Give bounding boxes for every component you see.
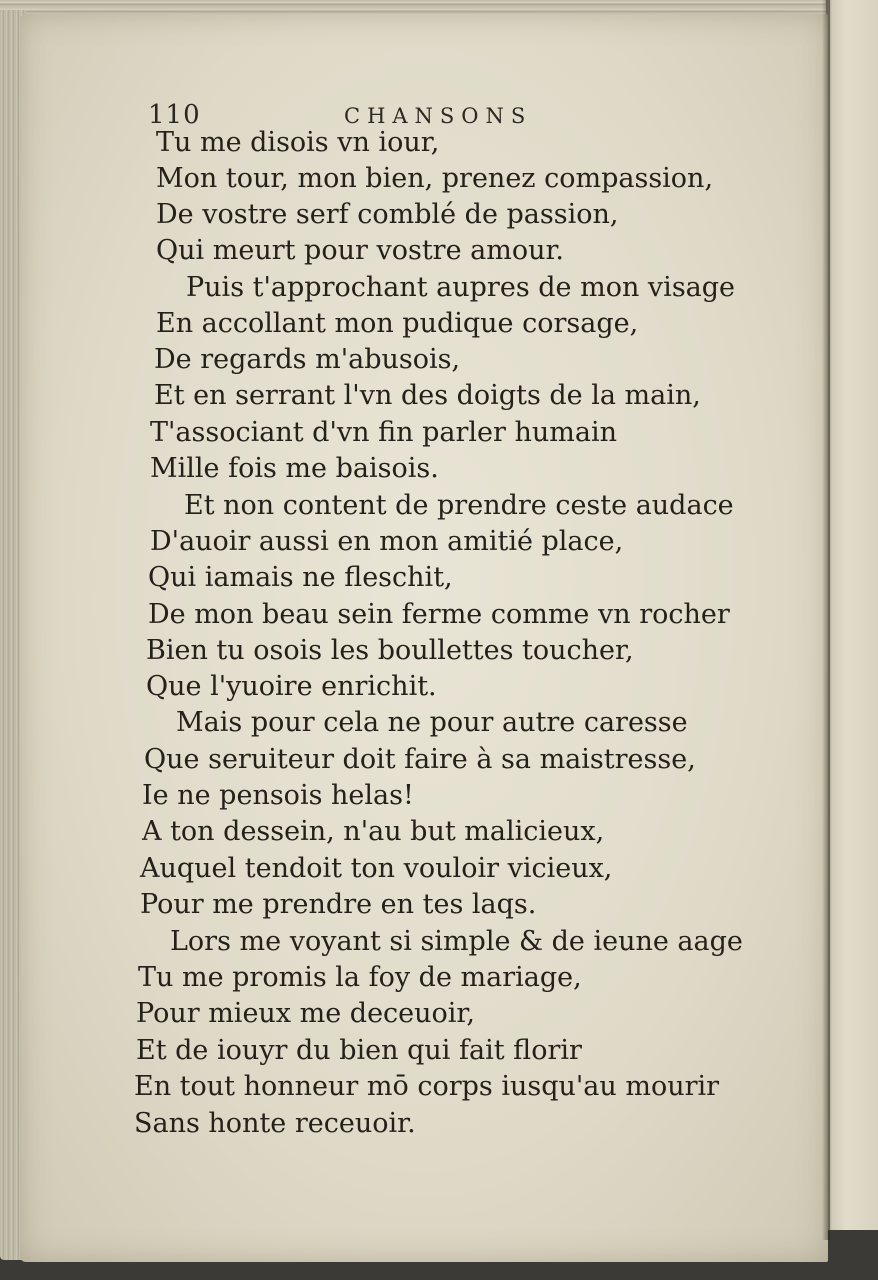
verse-line: Mon tour, mon bien, prenez compassion, [156,163,714,194]
book-page [20,14,828,1262]
verse-line: Pour mieux me deceuoir, [136,998,475,1029]
verse-line: De vostre serf comblé de passion, [156,199,619,230]
verse-line: Pour me prendre en tes laqs. [140,889,537,920]
verse-line: Qui iamais ne fleschit, [148,562,453,593]
verse-line: Puis t'approchant aupres de mon visage [186,272,736,303]
verse-line: Tu me disois vn iour, [156,127,440,158]
gutter-shadow [822,0,830,1240]
verse-line: Et en serrant l'vn des doigts de la main, [154,380,701,411]
verse-line: Lors me voyant si simple & de ieune aage [170,926,743,957]
verse-line: Mille fois me baisois. [150,453,439,484]
verse-text [20,14,828,1262]
page-number: 110 [148,100,201,130]
verse-line: De regards m'abusois, [154,344,461,375]
verse-line: En accollant mon pudique corsage, [156,308,639,339]
verse-line: T'associant d'vn fin parler humain [150,417,617,448]
facing-page-edge [826,0,878,1230]
verse-line: A ton dessein, n'au but malicieux, [142,816,605,847]
verse-line: Tu me promis la foy de mariage, [138,962,582,993]
running-title: CHANSONS [344,104,533,128]
verse-line: Auquel tendoit ton vouloir vicieux, [140,853,613,884]
verse-line: En tout honneur mō corps iusqu'au mourir [134,1071,720,1102]
verse-line: D'auoir aussi en mon amitié place, [150,526,624,557]
verse-line: De mon beau sein ferme comme vn rocher [148,599,730,630]
verse-line: Que seruiteur doit faire à sa maistresse, [144,744,696,775]
verse-line: Bien tu osois les boullettes toucher, [146,635,634,666]
verse-line: Ie ne pensois helas! [142,780,414,811]
verse-line: Mais pour cela ne pour autre caresse [176,707,688,738]
verse-line: Que l'yuoire enrichit. [146,671,437,702]
verse-line: Et non content de prendre ceste audace [184,490,734,521]
verse-line: Qui meurt pour vostre amour. [156,235,565,266]
verse-line: Sans honte receuoir. [134,1108,416,1139]
verse-line: Et de iouyr du bien qui fait florir [136,1035,582,1066]
